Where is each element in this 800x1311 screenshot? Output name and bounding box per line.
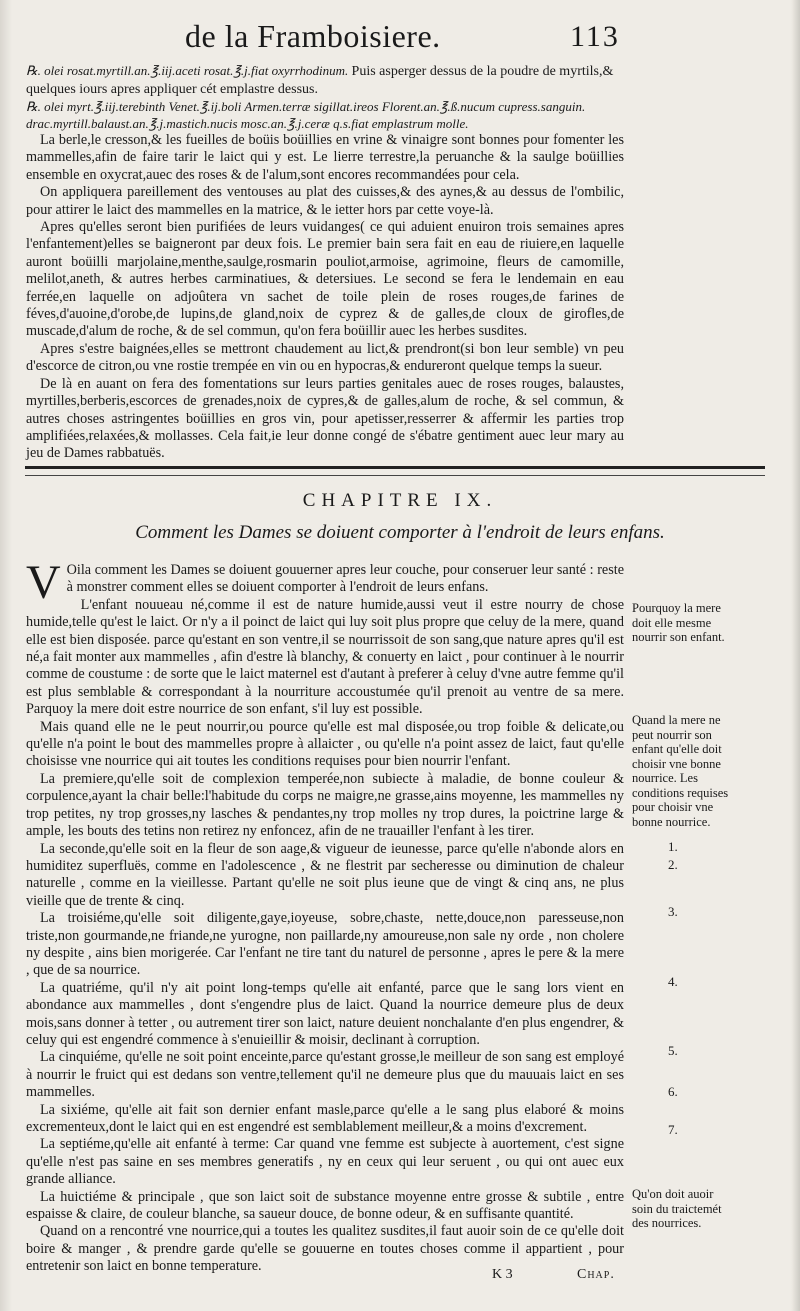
chapter-body: [26, 556, 624, 1276]
margin-numeral: 6.: [668, 1084, 678, 1099]
margin-note: Pourquoy la mere doit elle mesme nourrir son enfant.: [632, 601, 725, 644]
intro-text: Oila comment les Dames se doiuent gouuerner apres leur couche, pour conseruer leur santé : reste à monstrer comment elles se doiuent comporter à l'endroit de leurs enfans.: [66, 562, 624, 596]
margin-note: Quand la mere ne peut nourrir son enfant qu'elle doit choisir vne bonne nourrice. Les conditions requises pour choisir vne bonne nourrice.: [632, 713, 729, 829]
paragraph: La troisiéme,qu'elle soit diligente,gaye,ioyeuse, sobre,chaste, nette,douce,non paresseuse,non triste,non gourmande,ne friande,ne yurogne, non paillarde,ny amoureuse,non sale ny orde , non cholere ny despite , ains bien morigerée. Car l'enfant ne tire tant du naturel de personne , apres le pere & la mere , que de sa nourrice.: [26, 910, 624, 979]
paragraph: Mais quand elle ne le peut nourrir,ou pource qu'elle est mal disposée,ou trop foible & delicate,ou qu'elle n'a point le bout des mammelles propre à allaicter , ou qu'elle n'a point assez de laict, faut qu'elle choisisse vne nourrice qui ait toutes les conditions requises pour bien nourrir l'enfant.: [26, 718, 624, 770]
chapter-heading: CHAPITRE IX.: [302, 490, 498, 511]
recipe-1: [26, 62, 624, 98]
margin-numeral: 1.: [668, 839, 678, 854]
paragraph: Apres s'estre baignées,elles se mettront chaudement au lict,& prendront(si bon leur semble) vn peu d'escorce de citron,ou vne rostie trempée en vin ou en hypocras,& endureront quelque temps la sueur.: [26, 340, 624, 375]
intro-paragraph: [26, 556, 624, 609]
paragraph: La seconde,qu'elle soit en la fleur de son aage,& vigueur de ieunesse, parce qu'elle n'abonde alors en humiditez superfluës, comme en l'adolescence , & ne flestrit par secheresse ou diminution de chaleur naturelle , comme en la vieillesse. Partant qu'elle ne soit plus ieune que de vingt & cinq ans, ne plus vieille que de trente & cinq.: [26, 840, 624, 909]
paragraph: L'enfant nouueau né,comme il est de nature humide,aussi veut il estre nourry de chose humide,telle qu'est le laict. Or n'y a il poinct de laict qui luy soit plus propre que celuy de la mere, quand elle est bien disposée. parce qu'estant en son ventre,il se nourrissoit de son sang,que nature apres qu'il est né,a fait monter aux mammelles , afin d'estre là blanchy, & conuerty en laict , pour continuer à le nourrir comme de coustume : de sorte que le laict maternel est d'autant à preferer à celuy d'vne autre femme qu'il est plus semblable & correspondant à la nourriture accoustumée qu'il prenoit au ventre de sa mere. Parquoy la mere doit estre nourrice de son enfant, s'il luy est possible.: [26, 596, 624, 718]
paragraph: La quatriéme, qu'il n'y ait point long-temps qu'elle ait enfanté, parce que le sang lors vient en abondance aux mammelles , dont s'engendre plus de laict. Quand la nourrice demeure plus de deux mois,sans donner à tetter , ou autrement tirer son laict, nature deuient nonchalante d'en plus engendrer, & celuy qui est engendré commence à s'enuieillir & moisir, declinant à corruption.: [26, 979, 624, 1048]
paragraph: Quand on a rencontré vne nourrice,qui a toutes les qualitez susdites,il faut auoir soin de ce qu'elle doit boire & manger , & prendre garde qu'elle se gouuerne en toutes choses comme il appartient , pour entretenir son laict en bonne temperature.: [26, 1223, 624, 1275]
recipe-1-instructions: Puis asperger dessus de la poudre de myrtils,& quelques iours apres appliquer cét emplastre dessus.: [26, 64, 614, 97]
page-edge-shadow: [792, 0, 800, 1311]
paragraph: La septiéme,qu'elle ait enfanté à terme: Car quand vne femme est subjecte à auortement, c'est signe qu'elle n'est pas saine en ses membres generatifs , ny en ceux qui leur seruent , ou qui ont auec eux grande alliance.: [26, 1136, 624, 1188]
page-number: 113: [570, 20, 620, 53]
recipe-1-formula: ℞. olei rosat.myrtill.an.℥.iij.aceti rosat.℥.j.fiat oxyrrhodinum.: [26, 63, 349, 78]
chapter-title: Comment les Dames se doiuent comporter à l'endroit de leurs enfans.: [135, 522, 665, 543]
paragraph: La berle,le cresson,& les fueilles de boüis boüillies en vrine & vinaigre sont bonnes pour fomenter les mammelles,afin de faire tarir le laict qui y est. Le lierre terrestre,la peruanche & la saulge boüillies ensemble en oxycrat,auec des roses & de l'alum,sont encores recommandées pour cela.: [26, 132, 624, 183]
recipe-2: ℞. olei myrt.℥.iij.terebinth Venet.℥.ij.boli Armen.terræ sigillat.ireos Florent.an.℥.ß.nucum cupress.sanguin. drac.myrtill.balaust.an.℥.j.mastich.nucis mosc.an.℥.j.ceræ q.s.fiat emplastrum molle.: [26, 99, 586, 131]
margin-numeral: 7.: [668, 1122, 678, 1137]
paragraph: De là en auant on fera des fomentations sur leurs parties genitales auec de roses rouges, balaustes, myrtilles,berberis,escorces de grenades,noix de cypres,& de galles,alum de roche, & sel commun, & autres choses astringentes boüillies en gros vin, pour apetisser,resserrer & affermir les parties trop amplifiées,relaxées,& mollasses. Cela fait,ie leur donne congé de s'ébatre gentiment auec leur mary au jeu de Dames rabbatuës.: [26, 375, 624, 462]
paragraph: La cinquiéme, qu'elle ne soit point enceinte,parce qu'estant grosse,le meilleur de son sang est employé à nourrir le fruict qui est dedans son ventre,tellement qu'il ne demeure plus que du mauuais laict en ses mammelles.: [26, 1049, 624, 1101]
top-section: [26, 62, 624, 463]
margin-numeral: 5.: [668, 1043, 678, 1058]
paragraph: La sixiéme, qu'elle ait fait son dernier enfant masle,parce qu'elle a le sang plus elaboré & moins excrementeux,dont le laict qui en est engendré est semblablement meilleur,& a moins d'excrement.: [26, 1101, 624, 1135]
margin-numeral: 2.: [668, 857, 678, 872]
catchword: Chap.: [577, 1267, 615, 1282]
running-title: de la Framboisiere.: [185, 18, 441, 54]
paragraph: Apres qu'elles seront bien purifiées de leurs vuidanges( ce qui aduient enuiron trois semaines apres l'enfantement)elles se baigneront par deux fois. Le premier bain sera fait en eau de riuiere,en laquelle auront boüilli marjolaine,menthe,saulge,rosmarin pouliot,armoise, agrimoine, fleurs de camomille, melilot,aneth, & autres herbes carminatiues, & detersiues. Le second se fera le lendemain en eau ferrée,en laquelle on adjoûtera vn sachet de toile plein de roses rouges,de farines de féves,d'auoine,d'orobe,de lupins,de gland,noix de cyprez & de galles,de cloux de girofles,de muscade,d'alum de roche, & de sel commun, qu'on fera boüillir auec les herbes susdites.: [26, 219, 624, 340]
paragraph: La huictiéme & principale , que son laict soit de substance moyenne entre grosse & subtile , entre espaisse & claire, de couleur blanche, sa saueur douce, de bonne odeur, & en suffisante quantité.: [26, 1188, 624, 1223]
page-header: [0, 18, 800, 64]
paragraph: On appliquera pareillement des ventouses au plat des cuisses,& des aynes,& au dessus de l'ombilic, pour attirer le laict des mammelles en la matrice, & le ietter hors par cette voye-là.: [26, 184, 624, 218]
margin-numeral: 3.: [668, 904, 678, 919]
drop-cap: V: [26, 556, 61, 609]
margin-numeral: 4.: [668, 974, 678, 989]
section-divider: [25, 466, 765, 476]
paragraph: La premiere,qu'elle soit de complexion temperée,non subiecte à maladie, de bonne couleur & corpulence,ayant la chair belle:l'habitude du corps ne maigre,ne grasse,ains moyenne, les mammelles ny trop petites, ny trop grosses,ny lasches & pendantes,ny trop molles ny trop dures, la poictrine large & ample, les bouts des tetins non retirez ny enfoncez, afin de ne trauailler l'enfant à les tirer.: [26, 770, 624, 840]
margin-note: Qu'on doit auoir soin du traictemét des nourrices.: [632, 1187, 722, 1230]
signature-mark: K 3: [492, 1267, 513, 1282]
